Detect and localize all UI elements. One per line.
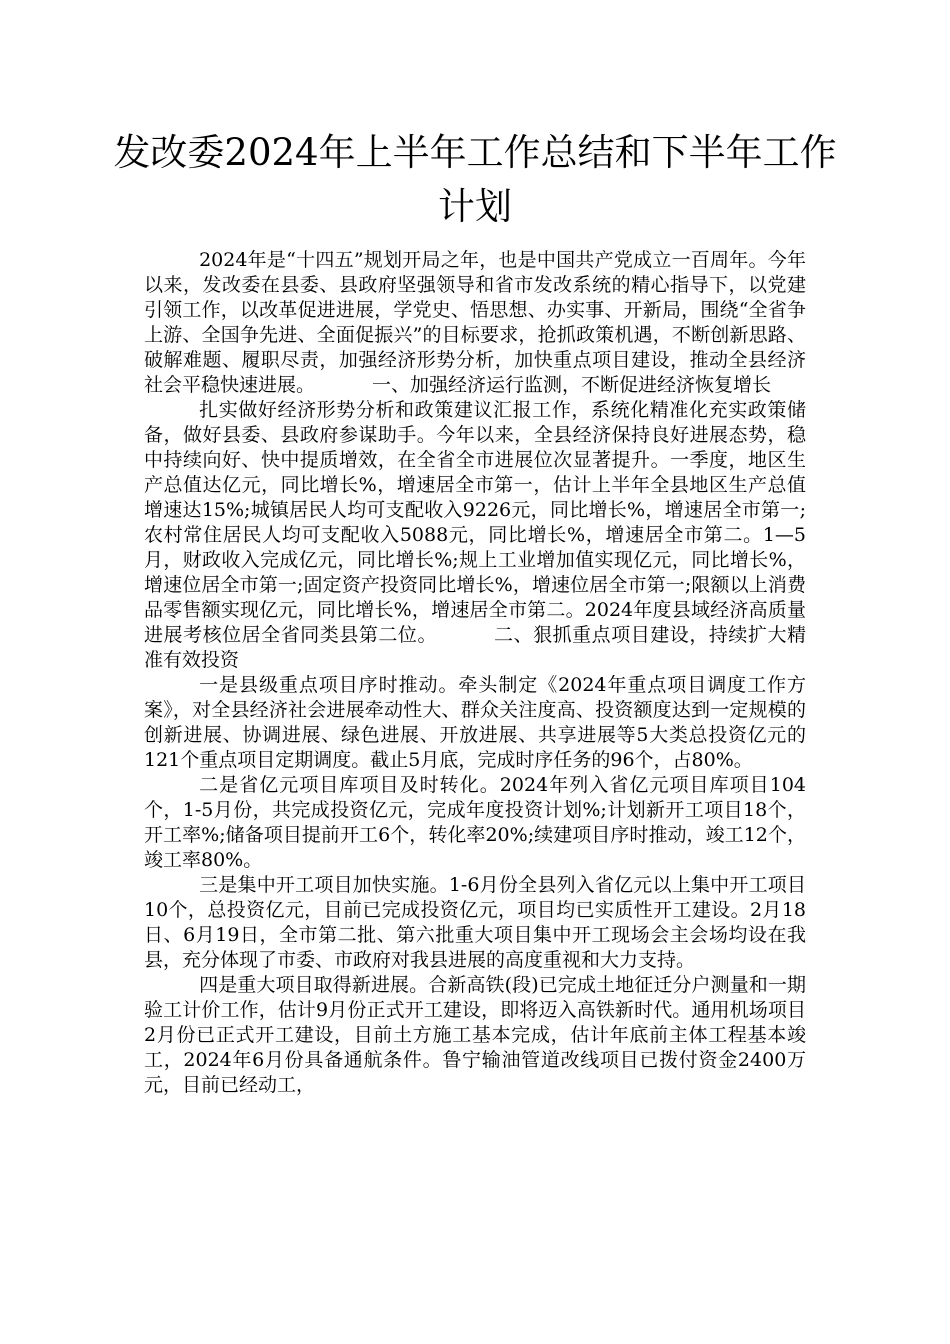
paragraph-3 (144, 673, 806, 773)
paragraph-5 (144, 873, 806, 973)
paragraph-2-text: 扎实做好经济形势分析和政策建议汇报工作，系统化精准化充实政策储备，做好县委、县政府参谋助手。今年以来，全县经济保持良好进展态势，稳中持续向好、快中提质增效，在全省全市进展位次显著提升。一季度，地区生产总值达亿元，同比增长%，增速居全市第一，估计上半年全县地区生产总值增速达15%;城镇居民人均可支配收入9226元，同比增长%，增速居全市第一;农村常住居民人均可支配收入5088元，同比增长%，增速居全市第二。1—5月，财政收入完成亿元，同比增长%;规上工业增加值实现亿元，同比增长%，增速位居全市第一;固定资产投资同比增长%，增速位居全市第一;限额以上消费品零售额实现亿元，同比增长%，增速居全市第二。2024年度县域经济高质量进展考核位居全省同类县第二位。 (144, 399, 806, 646)
paragraph-4 (144, 773, 806, 873)
paragraph-5-text: 三是集中开工项目加快实施。1-6月份全县列入省亿元以上集中开工项目10个，总投资亿元，目前已完成投资亿元，项目均已实质性开工建设。2月18日、6月19日，全市第二批、第六批重大项目集中开工现场会主会场均设在我县，充分体现了市委、市政府对我县进展的高度重视和大力支持。 (144, 874, 806, 971)
document-body (144, 248, 806, 1098)
paragraph-1-text: 2024年是“十四五”规划开局之年，也是中国共产党成立一百周年。今年以来，发改委在县委、县政府坚强领导和省市发改系统的精心指导下，以党建引领工作，以改革促进进展，学党史、悟思想、办实事、开新局，围绕“全省争上游、全国争先进、全面促振兴”的目标要求，抢抓政策机遇，不断创新思路、破解难题、履职尽责，加强经济形势分析，加快重点项目建设，推动全县经济社会平稳快速进展。 (144, 249, 806, 396)
document-title: 发改委2024年上半年工作总结和下半年工作计划 (113, 131, 837, 228)
paragraph-6 (144, 973, 806, 1098)
section-heading-1: 一、加强经济运行监测，不断促进经济恢复增长 (372, 374, 772, 396)
paragraph-4-text: 二是省亿元项目库项目及时转化。2024年列入省亿元项目库项目104个，1-5月份，共完成投资亿元，完成年度投资计划%;计划新开工项目18个，开工率%;储备项目提前开工6个，转化率20%;续建项目序时推动，竣工12个，竣工率80%。 (144, 774, 806, 871)
paragraph-6-text: 四是重大项目取得新进展。合新高铁(段)已完成土地征迁分户测量和一期验工计价工作，估计9月份正式开工建设，即将迈入高铁新时代。通用机场项目2月份已正式开工建设，目前土方施工基本完成，估计年底前主体工程基本竣工，2024年6月份具备通航条件。鲁宁输油管道改线项目已拨付资金2400万元，目前已经动工， (144, 974, 806, 1096)
paragraph-1 (144, 248, 806, 398)
paragraph-2 (144, 398, 806, 673)
section-heading-2: 二、狠抓重点项目建设，持续扩大精准有效投资 (144, 624, 806, 671)
paragraph-3-text: 一是县级重点项目序时推动。牵头制定《2024年重点项目调度工作方案》，对全县经济社会进展牵动性大、群众关注度高、投资额度达到一定规模的创新进展、协调进展、绿色进展、开放进展、共享进展等5大类总投资亿元的121个重点项目定期调度。截止5月底，完成时序任务的96个，占80%。 (144, 674, 806, 771)
